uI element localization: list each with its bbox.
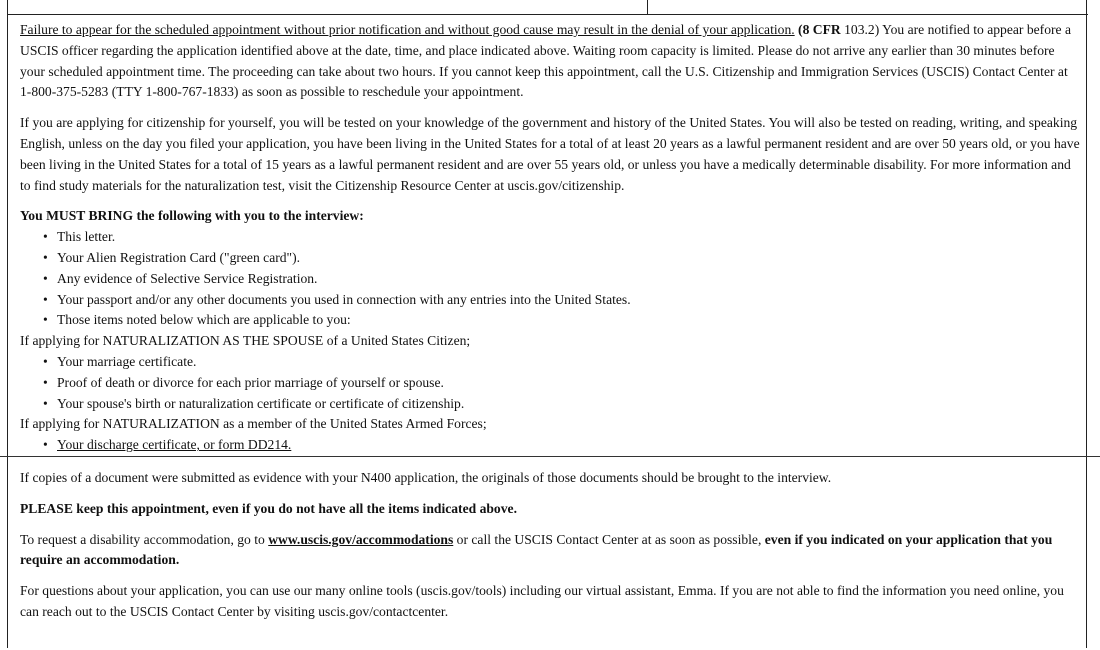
notice-body (20, 20, 1080, 456)
accommodation-text-middle: or call the USCIS Contact Center at as soon as possible, (456, 531, 762, 547)
top-border-rule (7, 14, 1088, 15)
list-item: • Your marriage certificate. (20, 352, 1080, 373)
questions-paragraph: For questions about your application, you can use our many online tools (uscis.gov/tools) including our virtual assistant, Emma. If you are not able to find the information you need online, you can reach out to the USCIS Contact Center by visiting uscis.gov/contactcenter. (20, 583, 1064, 619)
failure-warning-paragraph (20, 20, 1080, 103)
accommodation-paragraph (20, 530, 1080, 572)
accommodation-text-start: To request a disability accommodation, go to (20, 531, 265, 547)
armed-forces-list (20, 435, 1080, 456)
must-bring-heading: You MUST BRING the following with you to the interview: (20, 208, 364, 224)
spouse-heading: If applying for NATURALIZATION AS THE SPOUSE of a United States Citizen; (20, 333, 471, 349)
failure-warning-underlined: Failure to appear for the scheduled appointment without prior notification and without good cause may result in the denial of your application. (20, 22, 795, 37)
list-item: • Your discharge certificate, or form DD214. (20, 435, 1080, 456)
armed-forces-heading: If applying for NATURALIZATION as a member of the United States Armed Forces; (20, 416, 487, 432)
accommodations-link[interactable]: www.uscis.gov/accommodations (268, 531, 454, 547)
list-item: • Any evidence of Selective Service Registration. (20, 269, 1080, 290)
list-item: • Your Alien Registration Card ("green card"). (20, 248, 1080, 269)
list-item: • Your spouse's birth or naturalization certificate or certificate of citizenship. (20, 394, 1080, 415)
accommodation-text-bold: even if you indicated on your application that you require an accommodation. (20, 531, 1053, 568)
list-item: • Your passport and/or any other documents you used in connection with any entries into the United States. (20, 290, 1080, 311)
failure-warning-text: 103.2) You are notified to appear before a USCIS officer regarding the application identified above at the date, time, and place indicated above. Waiting room capacity is limited. Please do not arrive any earlier than 30 minutes before your scheduled appointment time. The proceeding can take about two hours. If you cannot keep this appointment, call the U.S. Citizenship and Immigration Services (USCIS) Contact Center at 1-800-375-5283 (TTY 1-800-767-1833) as soon as possible to reschedule your appointment. (20, 22, 1071, 100)
copies-paragraph: If copies of a document were submitted as evidence with your N400 application, the originals of those documents should be brought to the interview. (20, 470, 832, 485)
failure-warning-citation: (8 CFR (798, 22, 841, 37)
list-item: • This letter. (20, 227, 1080, 248)
top-column-divider (647, 0, 648, 14)
must-bring-list (20, 227, 1080, 331)
notice-footer-body (20, 468, 1080, 633)
citizenship-test-paragraph: If you are applying for citizenship for yourself, you will be tested on your knowledge of the government and history of the United States. You will also be tested on reading, writing, and speaking English, unless on the day you filed your application, you have been living in the United States for a total of at least 20 years as a lawful permanent resident and are over 50 years old, or you have been living in the United States for a total of 15 years as a lawful permanent resident and are over 55 years old, or unless you have a medically determinable disability. For more information and to find study materials for the naturalization test, visit the Citizenship Resource Center at uscis.gov/citizenship. (20, 115, 1080, 193)
page-break-line (0, 456, 1100, 457)
keep-appointment-notice: PLEASE keep this appointment, even if you do not have all the items indicated above. (20, 500, 517, 516)
spouse-list (20, 352, 1080, 414)
list-item: • Proof of death or divorce for each prior marriage of yourself or spouse. (20, 373, 1080, 394)
list-item: • Those items noted below which are applicable to you: (20, 310, 1080, 331)
